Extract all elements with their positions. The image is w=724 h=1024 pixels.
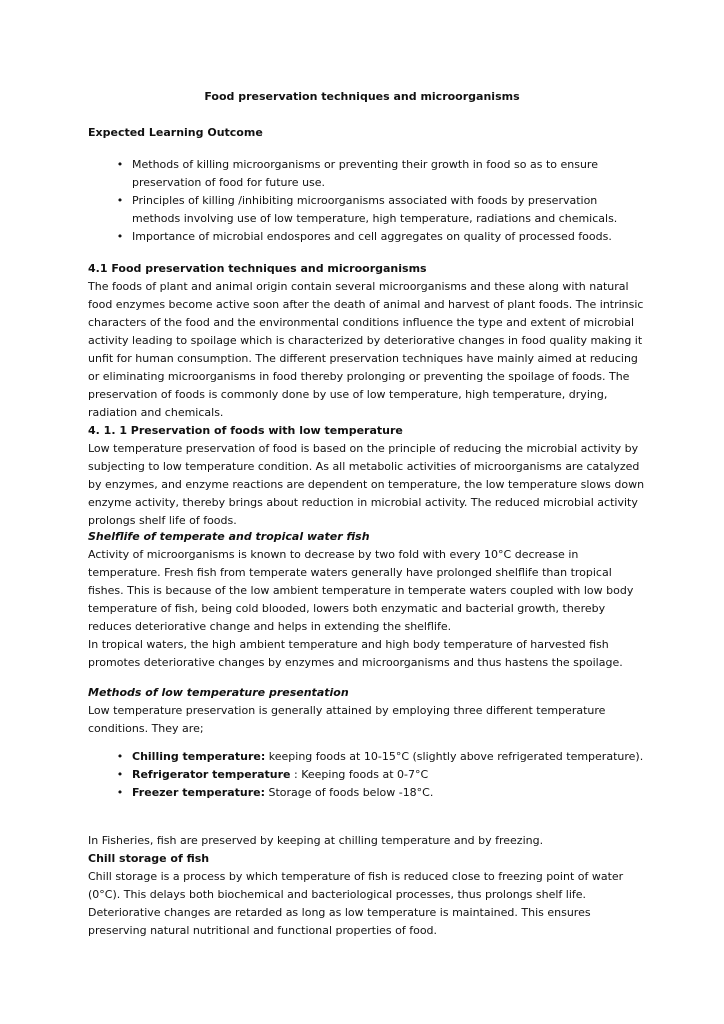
section-body: Activity of microorganisms is known to decrease by two fold with every 10°C decrease in temperature. Fresh fish from temperate waters generally have prolonged shelflife than tropical fishes. This is because of the low ambient temperature in temperate waters coupled with low body temperature of fish, being cold blooded, lowers both enzymatic and bacterial growth, thereby reduces deteriorative change and helps in extending the shelflife. <box>88 548 634 633</box>
section-4-1 <box>88 260 648 530</box>
section-body: In tropical waters, the high ambient temperature and high body temperature of harvested fish promotes deteriorative changes by enzymes and microorganisms and thus hastens the spoilage. <box>88 638 623 669</box>
section-body: Low temperature preservation is generally attained by employing three different temperature conditions. They are; <box>88 704 606 735</box>
section-heading: Chill storage of fish <box>88 852 210 865</box>
chill-storage-section <box>88 832 648 940</box>
document-title: Food preservation techniques and microorganisms <box>204 90 520 103</box>
section-heading: 4. 1. 1 Preservation of foods with low temperature <box>88 424 403 437</box>
section-heading: 4.1 Food preservation techniques and microorganisms <box>88 262 427 275</box>
bullet-icon: • <box>116 750 124 763</box>
bullet-icon: • <box>116 158 124 171</box>
list-item: • Principles of killing /inhibiting microorganisms associated with foods by preservation methods involving use of low temperature, high temperature, radiations and chemicals. <box>116 194 618 225</box>
section-body: The foods of plant and animal origin contain several microorganisms and these along with natural food enzymes become active soon after the death of animal and harvest of plant foods. The intrinsic characters of the food and the environmental conditions influence the type and extent of microbial activity leading to spoilage which is characterized by deteriorative changes in food quality making it unfit for human consumption. The different preservation techniques have mainly aimed at reducing or eliminating microorganisms in food thereby prolonging or preventing the spoilage of foods. The preservation of foods is commonly done by use of low temperature, high temperature, drying, radiation and chemicals. <box>88 280 644 419</box>
section-body: Low temperature preservation of food is based on the principle of reducing the microbial activity by subjecting to low temperature condition. As all metabolic activities of microorganisms are catalyzed by enzymes, and enzyme reactions are dependent on temperature, the low temperature slows down enzyme activity, thereby brings about reduction in microbial activity. The reduced microbial activity prolongs shelf life of foods. <box>88 442 645 527</box>
bullet-icon: • <box>116 194 124 207</box>
list-item: • Freezer temperature: Storage of foods below -18°C. <box>88 784 648 802</box>
bullet-icon: • <box>116 230 124 243</box>
section-heading: Shelflife of temperate and tropical water fish <box>88 530 370 543</box>
list-item: • Chilling temperature: keeping foods at 10-15°C (slightly above refrigerated temperature). <box>88 748 648 766</box>
expected-outcome-heading: Expected Learning Outcome <box>88 126 263 139</box>
section-body: Chill storage is a process by which temperature of fish is reduced close to freezing point of water (0°C). This delays both biochemical and bacteriological processes, thus prolongs shelf life. Deteriorative changes are retarded as long as low temperature is maintained. This ensures preserving natural nutritional and functional properties of food. <box>88 870 624 937</box>
list-item: • Methods of killing microorganisms or preventing their growth in food so as to ensure preservation of food for future use. <box>116 158 598 189</box>
bullet-icon: • <box>116 768 124 781</box>
methods-list-block <box>88 748 648 802</box>
expected-outcome-list <box>88 156 648 246</box>
shelflife-section <box>88 528 648 672</box>
expected-outcome-section <box>88 124 648 142</box>
list-item: • Refrigerator temperature : Keeping foods at 0-7°C <box>88 766 648 784</box>
section-body: In Fisheries, fish are preserved by keeping at chilling temperature and by freezing. <box>88 834 544 847</box>
list-item: • Importance of microbial endospores and cell aggregates on quality of processed foods. <box>88 228 648 246</box>
methods-section <box>88 684 648 738</box>
expected-outcome-list-block <box>88 156 648 246</box>
section-heading: Methods of low temperature presentation <box>88 686 349 699</box>
bullet-icon: • <box>116 786 124 799</box>
methods-list <box>88 748 648 802</box>
